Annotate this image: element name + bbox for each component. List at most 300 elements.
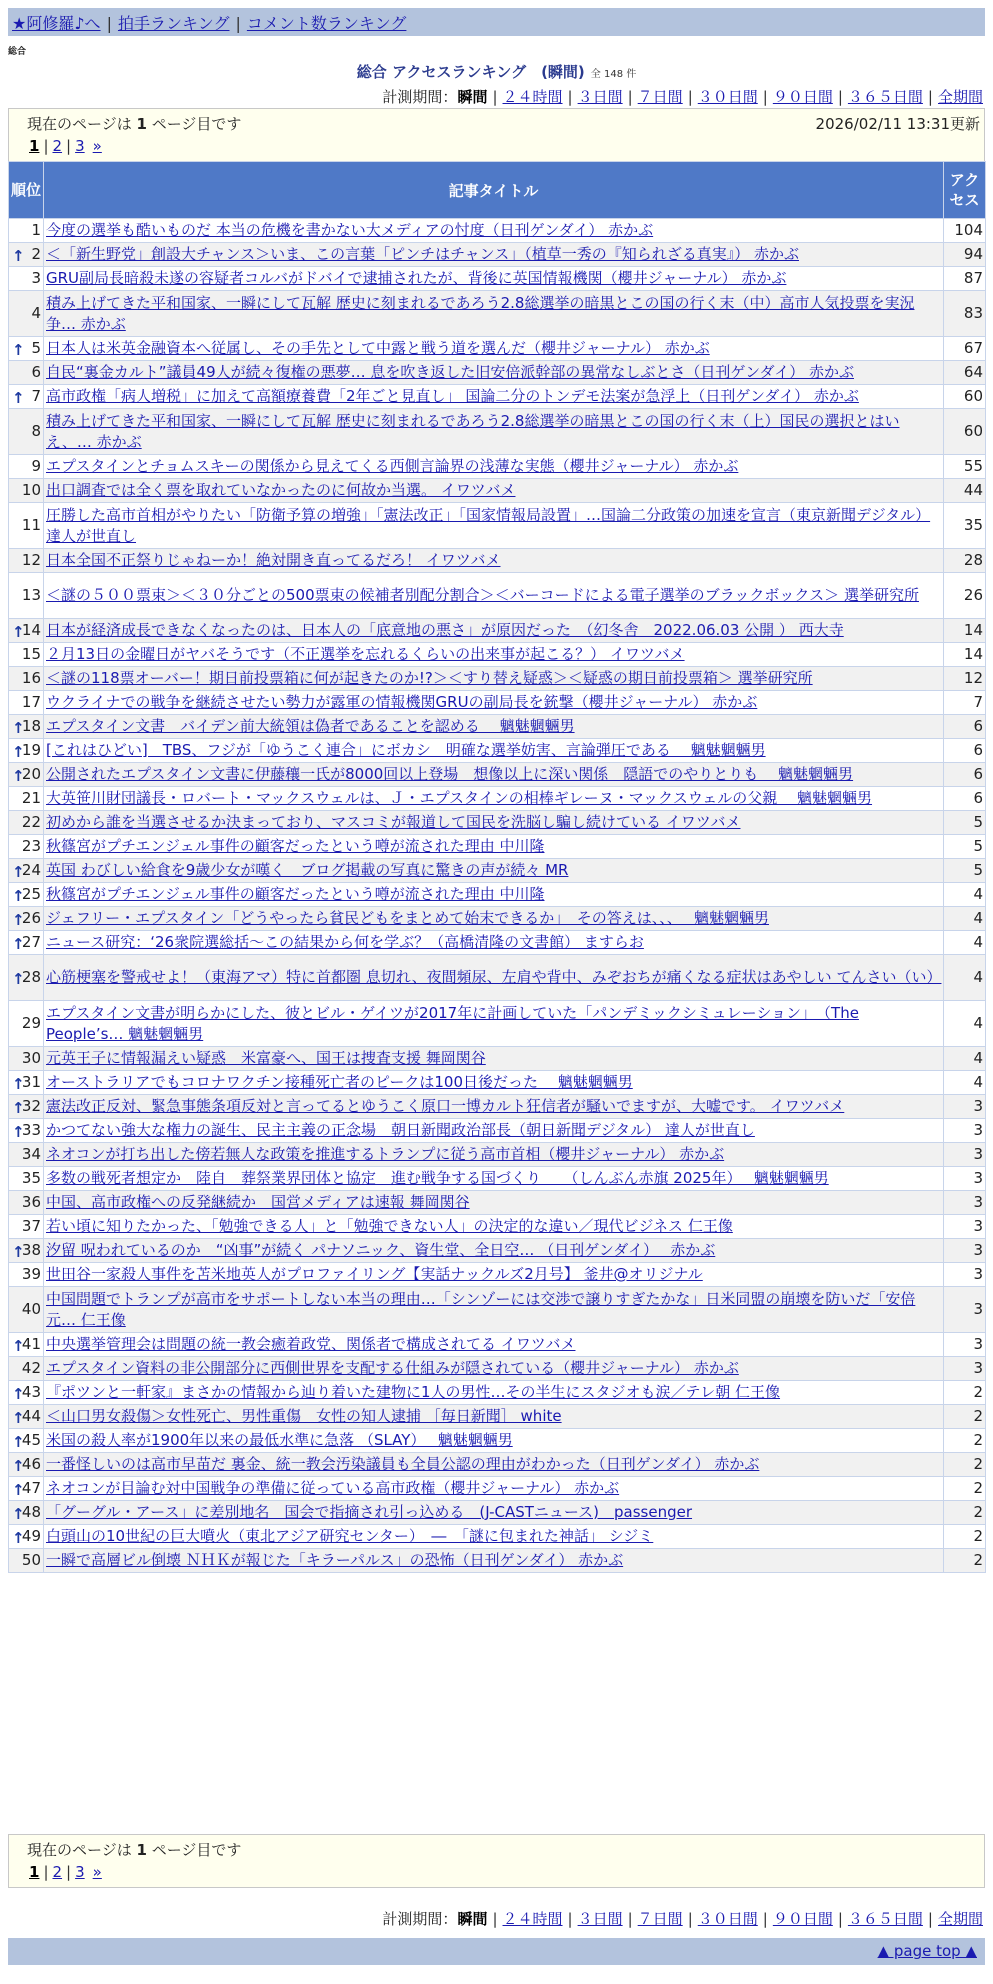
page-3-link[interactable]: 3	[75, 1863, 85, 1881]
article-title-link[interactable]: 圧勝した高市首相がやりたい「防衛予算の増強」「憲法改正」「国家情報局設置」…国論二分政策の加速を宣言（東京新聞デジタル） 達人が世直し	[46, 505, 931, 545]
period-all-link[interactable]: 全期間	[937, 1910, 983, 1928]
title-cell	[44, 1405, 944, 1429]
article-title-link[interactable]: 中国問題でトランプが高市をサポートしない本当の理由…「シンゾーには交渉で譲りすぎたかな」日米同盟の崩壊を防いだ「安倍元… 仁王像	[46, 1289, 916, 1329]
table-row	[9, 361, 986, 385]
rank-number: 25	[21, 885, 41, 903]
title-cell	[44, 1525, 944, 1549]
title-cell	[44, 267, 944, 291]
rank-up-arrow-icon: ↑	[12, 742, 25, 761]
rank-number: 37	[21, 1217, 41, 1235]
article-title-link[interactable]: 一瞬で高層ビル倒壊 ＮＨＫが報じた「キラーパルス」の恐怖（日刊ゲンダイ） 赤かぶ	[46, 1551, 624, 1569]
access-count: 3	[944, 1357, 986, 1381]
rank-cell	[9, 667, 44, 691]
article-title-link[interactable]: 今度の選挙も酷いものだ 本当の危機を書かない大メディアの忖度（日刊ゲンダイ） 赤かぶ	[46, 221, 654, 239]
nav-separator: |	[235, 14, 241, 33]
access-count: 2	[944, 1549, 986, 1573]
access-count: 7	[944, 691, 986, 715]
rank-cell	[9, 739, 44, 763]
access-count: 3	[944, 1333, 986, 1357]
article-title-link[interactable]: ジェフリー・エプスタイン「どうやったら貧民どもをまとめて始末できるか」 その答えは、、、 魑魅魍魎男	[46, 909, 769, 927]
table-row	[9, 1357, 986, 1381]
table-row	[9, 619, 986, 643]
rank-number: 50	[21, 1551, 41, 1569]
rank-number: 31	[21, 1073, 41, 1091]
rank-number: 34	[21, 1145, 41, 1163]
article-title-link[interactable]: 「グーグル・アース」に差別地名 国会で指摘され引っ込める (J-CASTニュース) passenger	[46, 1503, 693, 1521]
access-count: 4	[944, 883, 986, 907]
access-count: 83	[944, 291, 986, 337]
table-row	[9, 573, 986, 619]
article-title-link[interactable]: 白頭山の10世紀の巨大噴火（東北アジア研究センター） ― 「謎に包まれた神話」 シジミ	[46, 1527, 654, 1545]
rank-number: 9	[31, 457, 41, 475]
rank-number: 3	[31, 269, 41, 287]
rank-number: 18	[21, 717, 41, 735]
title-cell	[44, 1143, 944, 1167]
title-cell	[44, 1167, 944, 1191]
article-title-link[interactable]: 世田谷一家殺人事件を苫米地英人がプロファイリング【実話ナックルズ2月号】 釜井@オリジナル	[46, 1265, 703, 1283]
table-row	[9, 1429, 986, 1453]
table-row	[9, 1287, 986, 1333]
access-count: 2	[944, 1381, 986, 1405]
article-title-link[interactable]: 高市政権「病人増税」に加えて高額療養費「2年ごと見直し」 国論二分のトンデモ法案が急浮上（日刊ゲンダイ） 赤かぶ	[46, 387, 859, 405]
article-title-link[interactable]: 『ポツンと一軒家』まさかの情報から辿り着いた建物に1人の男性…その半生にスタジオも涙／テレ朝 仁王像	[46, 1383, 781, 1401]
rank-cell	[9, 337, 44, 361]
access-count: 5	[944, 835, 986, 859]
rank-cell	[9, 835, 44, 859]
table-row	[9, 1071, 986, 1095]
access-count: 64	[944, 361, 986, 385]
article-title-link[interactable]: ２月13日の金曜日がヤバそうです（不正選挙を忘れるくらいの出来事が起こる？） イワツバメ	[46, 645, 685, 663]
rank-number: 47	[21, 1479, 41, 1497]
rank-cell	[9, 1525, 44, 1549]
title-cell	[44, 1001, 944, 1047]
rank-cell	[9, 883, 44, 907]
table-row	[9, 955, 986, 1001]
rank-number: 6	[31, 363, 41, 381]
title-cell	[44, 739, 944, 763]
period-all-link[interactable]: 全期間	[937, 88, 983, 106]
article-title-link[interactable]: 自民“裏金カルト”議員49人が続々復権の悪夢… 息を吹き返した旧安倍派幹部の異常なしぶとさ（日刊ゲンダイ） 赤かぶ	[46, 363, 854, 381]
rank-up-arrow-icon: ↑	[12, 1432, 25, 1451]
article-title-link[interactable]: 秋篠宮がプチエンジェル事件の顧客だったという噂が流された理由 中川隆	[46, 837, 545, 855]
access-count: 3	[944, 1167, 986, 1191]
title-cell	[44, 787, 944, 811]
rank-cell	[9, 643, 44, 667]
pagination: 1 | 2 | 3 »	[29, 137, 102, 155]
title-cell	[44, 361, 944, 385]
article-title-link[interactable]: ＜謎の５００票束＞＜３０分ごとの500票束の候補者別配分割合＞＜バーコードによる電子選挙のブラックボックス＞ 選挙研究所	[46, 586, 919, 604]
period-90d-link[interactable]: ９０日間	[772, 88, 833, 106]
rank-number: 1	[31, 221, 41, 239]
access-count: 104	[944, 219, 986, 243]
access-count: 3	[944, 1143, 986, 1167]
access-count: 44	[944, 479, 986, 503]
article-title-link[interactable]: エプスタインとチョムスキーの関係から見えてくる西側言論界の浅薄な実態（櫻井ジャーナル） 赤かぶ	[46, 457, 739, 475]
title-cell	[44, 1333, 944, 1357]
rank-cell	[9, 787, 44, 811]
access-count: 3	[944, 1119, 986, 1143]
page-2-link[interactable]: 2	[52, 137, 63, 155]
rank-cell	[9, 243, 44, 267]
rank-number: 41	[21, 1335, 41, 1353]
rank-cell	[9, 1453, 44, 1477]
access-count: 4	[944, 955, 986, 1001]
title-cell	[44, 243, 944, 267]
rank-up-arrow-icon: ↑	[12, 622, 25, 641]
period-365d-link[interactable]: ３６５日間	[847, 1910, 923, 1928]
title-cell	[44, 549, 944, 573]
rank-cell	[9, 811, 44, 835]
rank-cell	[9, 619, 44, 643]
rank-up-arrow-icon: ↑	[12, 766, 25, 785]
table-row	[9, 1263, 986, 1287]
rank-cell	[9, 1143, 44, 1167]
rank-cell	[9, 907, 44, 931]
rank-number: 36	[21, 1193, 41, 1211]
access-count: 5	[944, 859, 986, 883]
title-cell	[44, 1549, 944, 1573]
article-title-link[interactable]: [これはひどい] TBS、フジが「ゆうこく連合」にボカシ 明確な選挙妨害、言論弾圧である 魑魅魍魎男	[46, 741, 766, 759]
rank-number: 46	[21, 1455, 41, 1473]
rank-cell	[9, 1167, 44, 1191]
table-row	[9, 503, 986, 549]
table-row	[9, 1501, 986, 1525]
article-title-link[interactable]: 汐留 呪われているのか “凶事”が続く パナソニック、資生堂、全日空… （日刊ゲンダイ） 赤かぶ	[46, 1241, 716, 1259]
article-title-link[interactable]: 日本人は米英金融資本へ従属し、その手先として中露と戦う道を選んだ（櫻井ジャーナル） 赤かぶ	[46, 339, 710, 357]
title-cell	[44, 1381, 944, 1405]
access-count: 4	[944, 1047, 986, 1071]
title-cell	[44, 1095, 944, 1119]
table-row	[9, 1453, 986, 1477]
article-title-link[interactable]: ウクライナでの戦争を継続させたい勢力が露軍の情報機関GRUの副局長を銃撃（櫻井ジャーナル） 赤かぶ	[46, 693, 758, 711]
rank-up-arrow-icon: ↑	[12, 934, 25, 953]
rank-number: 7	[31, 387, 41, 405]
table-row	[9, 691, 986, 715]
next-page-link[interactable]: »	[92, 137, 102, 155]
title-cell	[44, 1191, 944, 1215]
rank-cell	[9, 1287, 44, 1333]
article-title-link[interactable]: 日本が経済成長できなくなったのは、日本人の「底意地の悪さ」が原因だった （幻冬舎 2022.06.03 公開 ） 西大寺	[46, 621, 844, 639]
rank-cell	[9, 1477, 44, 1501]
rank-cell	[9, 409, 44, 455]
table-row	[9, 1143, 986, 1167]
table-row	[9, 907, 986, 931]
page-3-link[interactable]: 3	[75, 137, 85, 155]
article-title-link[interactable]: 若い頃に知りたかった、「勉強できる人」と「勉強できない人」の決定的な違い／現代ビジネス 仁王像	[46, 1217, 733, 1235]
table-row	[9, 931, 986, 955]
page-2-link[interactable]: 2	[52, 1863, 63, 1881]
title-cell	[44, 1477, 944, 1501]
access-count: 94	[944, 243, 986, 267]
rank-number: 28	[21, 968, 41, 986]
period-24h-link[interactable]: ２４時間	[502, 1910, 563, 1928]
period-label: 計測期間：	[382, 1910, 458, 1928]
access-header: アクセス	[944, 162, 986, 219]
ranking-body	[9, 219, 986, 1573]
rank-up-arrow-icon: ↑	[12, 718, 25, 737]
title-cell	[44, 931, 944, 955]
table-row	[9, 409, 986, 455]
article-title-link[interactable]: 初めから誰を当選させるか決まっており、マスコミが報道して国民を洗脳し騙し続けている イワツバメ	[46, 813, 741, 831]
rank-number: 11	[21, 516, 41, 534]
title-cell	[44, 573, 944, 619]
period-30d-link[interactable]: ３０日間	[697, 88, 758, 106]
rank-number: 44	[21, 1407, 41, 1425]
article-title-link[interactable]: ネオコンが打ち出した傍若無人な政策を推進するトランプに従う高市首相（櫻井ジャーナル） 赤かぶ	[46, 1145, 725, 1163]
rank-number: 43	[21, 1383, 41, 1401]
page-info-top	[8, 108, 985, 162]
table-row	[9, 763, 986, 787]
table-row	[9, 1047, 986, 1071]
article-title-link[interactable]: ＜「新生野党」創設大チャンス＞いま、この言葉「ピンチはチャンス」（植草一秀の『知られざる真実』） 赤かぶ	[46, 245, 799, 263]
page-top-link[interactable]: ▲ page top ▲	[877, 1942, 977, 1960]
article-title-link[interactable]: エプスタイン文書 バイデン前大統領は偽者であることを認める 魑魅魍魎男	[46, 717, 575, 735]
article-title-link[interactable]: 大英笹川財団議長・ロバート・マックスウェルは、Ｊ・エプスタインの相棒ギレーヌ・マックスウェルの父親 魑魅魍魎男	[46, 789, 873, 807]
rank-number: 10	[21, 481, 41, 499]
access-count: 3	[944, 1263, 986, 1287]
applause-ranking-link[interactable]: 拍手ランキング	[117, 14, 230, 33]
access-count: 2	[944, 1429, 986, 1453]
rank-number: 21	[21, 789, 41, 807]
article-title-link[interactable]: 出口調査では全く票を取れていなかったのに何故か当選。 イワツバメ	[46, 481, 516, 499]
current-page-text: 現在のページは 1 ページ目です	[27, 115, 242, 133]
access-count: 6	[944, 739, 986, 763]
article-title-link[interactable]: 心筋梗塞を警戒せよ！（東海アマ）特に首都圏 息切れ、夜間頻尿、左肩や背中、みぞおちが痛くなる症状はあやしい てんさい（い）	[46, 968, 942, 986]
article-title-link[interactable]: 米国の殺人率が1900年以来の最低水準に急落 （SLAY） 魑魅魍魎男	[46, 1431, 513, 1449]
table-row	[9, 385, 986, 409]
table-row	[9, 1239, 986, 1263]
article-title-link[interactable]: 多数の戦死者想定か 陸自 葬祭業界団体と協定 進む戦争する国づくり （しんぶん赤旗 2025年） 魑魅魍魎男	[46, 1169, 829, 1187]
table-row	[9, 1549, 986, 1573]
title-cell	[44, 385, 944, 409]
table-row	[9, 835, 986, 859]
title-cell	[44, 455, 944, 479]
rank-number: 48	[21, 1503, 41, 1521]
rank-cell	[9, 267, 44, 291]
rank-number: 29	[21, 1014, 41, 1032]
title-cell	[44, 219, 944, 243]
page-1-current: 1	[29, 137, 40, 155]
table-row	[9, 643, 986, 667]
title-cell	[44, 811, 944, 835]
article-title-link[interactable]: 中国、高市政権への反発継続か 国営メディアは速報 舞岡関谷	[46, 1193, 470, 1211]
rank-cell	[9, 291, 44, 337]
rank-number: 49	[21, 1527, 41, 1545]
rank-up-arrow-icon: ↑	[12, 886, 25, 905]
table-row	[9, 883, 986, 907]
rank-up-arrow-icon: ↑	[12, 1336, 25, 1355]
period-30d-link[interactable]: ３０日間	[697, 1910, 758, 1928]
footer-bar	[8, 1938, 985, 1965]
rank-number: 14	[21, 621, 41, 639]
table-row	[9, 219, 986, 243]
title-cell	[44, 859, 944, 883]
article-title-link[interactable]: エプスタイン資料の非公開部分に西側世界を支配する仕組みが隠されている（櫻井ジャーナル） 赤かぶ	[46, 1359, 739, 1377]
period-365d-link[interactable]: ３６５日間	[847, 88, 923, 106]
article-title-link[interactable]: 積み上げてきた平和国家、一瞬にして瓦解 歴史に刻まれるであろう2.8総選挙の暗黒とこの国の行く末（上）国民の選択とはいえ、… 赤かぶ	[46, 411, 900, 451]
title-cell	[44, 337, 944, 361]
article-title-link[interactable]: GRU副局長暗殺未遂の容疑者コルバがドバイで逮捕されたが、背後に英国情報機関（櫻井ジャーナル） 赤かぶ	[46, 269, 787, 287]
title-cell	[44, 907, 944, 931]
title-cell	[44, 291, 944, 337]
rank-number: 2	[31, 245, 41, 263]
article-title-link[interactable]: ＜山口男女殺傷＞女性死亡、男性重傷 女性の知人逮捕 ［毎日新聞］ white	[46, 1407, 562, 1425]
period-24h-link[interactable]: ２４時間	[502, 88, 563, 106]
rank-number: 38	[21, 1241, 41, 1259]
access-count: 60	[944, 409, 986, 455]
title-cell	[44, 1501, 944, 1525]
title-cell	[44, 643, 944, 667]
rank-cell	[9, 1071, 44, 1095]
title-cell	[44, 955, 944, 1001]
article-title-link[interactable]: ネオコンが目論む対中国戦争の準備に従っている高市政権（櫻井ジャーナル） 赤かぶ	[46, 1479, 620, 1497]
rank-cell	[9, 549, 44, 573]
rank-cell	[9, 1001, 44, 1047]
table-row	[9, 1333, 986, 1357]
title-cell	[44, 1239, 944, 1263]
access-count: 28	[944, 549, 986, 573]
access-count: 2	[944, 1405, 986, 1429]
rank-up-arrow-icon: ↑	[12, 1122, 25, 1141]
article-title-link[interactable]: 一番怪しいのは高市早苗だ 裏金、統一教会汚染議員も全員公認の理由がわかった（日刊ゲンダイ） 赤かぶ	[46, 1455, 760, 1473]
article-title-link[interactable]: 元英王子に情報漏えい疑惑 米富豪へ、国王は捜査支援 舞岡関谷	[46, 1049, 486, 1067]
rank-number: 5	[31, 339, 41, 357]
total-count: 全 148 件	[590, 69, 637, 80]
rank-up-arrow-icon: ↑	[12, 969, 25, 988]
table-row	[9, 859, 986, 883]
title-cell	[44, 479, 944, 503]
access-count: 2	[944, 1453, 986, 1477]
access-count: 4	[944, 907, 986, 931]
title-cell	[44, 1215, 944, 1239]
rank-number: 17	[21, 693, 41, 711]
article-title-link[interactable]: オーストラリアでもコロナワクチン接種死亡者のピークは100日後だった 魑魅魍魎男	[46, 1073, 633, 1091]
rank-cell	[9, 1357, 44, 1381]
rank-number: 13	[21, 586, 41, 604]
title-cell	[44, 1119, 944, 1143]
rank-number: 8	[31, 422, 41, 440]
title-header: 記事タイトル	[44, 162, 944, 219]
rank-up-arrow-icon: ↑	[12, 1456, 25, 1475]
top-nav-bar	[8, 8, 985, 36]
table-row	[9, 1001, 986, 1047]
table-row	[9, 739, 986, 763]
access-count: 3	[944, 1191, 986, 1215]
access-count: 60	[944, 385, 986, 409]
table-row	[9, 1405, 986, 1429]
title-cell	[44, 1453, 944, 1477]
title-cell	[44, 1047, 944, 1071]
period-current: 瞬間	[457, 88, 488, 106]
rank-number: 19	[21, 741, 41, 759]
access-count: 26	[944, 573, 986, 619]
rank-number: 27	[21, 933, 41, 951]
access-count: 4	[944, 1071, 986, 1095]
access-count: 14	[944, 619, 986, 643]
access-count: 2	[944, 1501, 986, 1525]
rank-number: 45	[21, 1431, 41, 1449]
rank-cell	[9, 479, 44, 503]
rank-cell	[9, 1549, 44, 1573]
rank-up-arrow-icon: ↑	[12, 1098, 25, 1117]
article-title-link[interactable]: 中央選挙管理会は問題の統一教会癒着政党、関係者で構成されてる イワツバメ	[46, 1335, 576, 1353]
rank-up-arrow-icon: ↑	[12, 1480, 25, 1499]
access-count: 2	[944, 1477, 986, 1501]
table-row	[9, 811, 986, 835]
rank-cell	[9, 1381, 44, 1405]
article-title-link[interactable]: ニュース研究：‘26衆院選総括～この結果から何を学ぶ？（高橋清隆の文書館） ますらお	[46, 933, 644, 951]
access-count: 2	[944, 1525, 986, 1549]
rank-number: 42	[21, 1359, 41, 1377]
title-cell	[44, 409, 944, 455]
article-title-link[interactable]: 日本全国不正祭りじゃねーか！絶対開き直ってるだろ！ イワツバメ	[46, 551, 501, 569]
page-info-bottom	[8, 1834, 985, 1888]
access-count: 6	[944, 715, 986, 739]
rank-cell	[9, 859, 44, 883]
rank-number: 23	[21, 837, 41, 855]
rank-number: 26	[21, 909, 41, 927]
rank-cell	[9, 503, 44, 549]
rank-cell	[9, 1333, 44, 1357]
access-count: 87	[944, 267, 986, 291]
period-selector-top: 計測期間：瞬間 | ２４時間 | ３日間 | ７日間 | ３０日間 | ９０日間 | ３６５日間 | 全期間	[382, 88, 983, 106]
period-7d-link[interactable]: ７日間	[637, 88, 683, 106]
article-title-link[interactable]: 英国 わびしい給食を9歳少女が嘆く ブログ掲載の写真に驚きの声が続々 MR	[46, 861, 569, 879]
page-title: 総合 アクセスランキング (瞬間)	[356, 63, 585, 81]
table-row	[9, 787, 986, 811]
table-row	[9, 667, 986, 691]
rank-up-arrow-icon: ↑	[12, 340, 25, 359]
table-row	[9, 479, 986, 503]
period-7d-link[interactable]: ７日間	[637, 1910, 683, 1928]
rank-cell	[9, 1119, 44, 1143]
article-title-link[interactable]: 秋篠宮がプチエンジェル事件の顧客だったという噂が流された理由 中川隆	[46, 885, 545, 903]
nav-separator: |	[106, 14, 112, 33]
period-90d-link[interactable]: ９０日間	[772, 1910, 833, 1928]
access-count: 67	[944, 337, 986, 361]
comment-ranking-link[interactable]: コメント数ランキング	[246, 14, 407, 33]
article-title-link[interactable]: 積み上げてきた平和国家、一瞬にして瓦解 歴史に刻まれるであろう2.8総選挙の暗黒とこの国の行く末（中）高市人気投票を実況争… 赤かぶ	[46, 293, 915, 333]
rank-up-arrow-icon: ↑	[12, 1384, 25, 1403]
rank-number: 24	[21, 861, 41, 879]
article-title-link[interactable]: 憲法改正反対、緊急事態条項反対と言ってるとゆうこく原口一博カルト狂信者が騒いでますが、大嘘です。 イワツバメ	[46, 1097, 845, 1115]
article-title-link[interactable]: 公開されたエプスタイン文書に伊藤穰一氏が8000回以上登場 想像以上に深い関係 隠語でのやりとりも 魑魅魍魎男	[46, 765, 854, 783]
access-count: 4	[944, 931, 986, 955]
rank-up-arrow-icon: ↑	[12, 1528, 25, 1547]
current-page-text: 現在のページは 1 ページ目です	[27, 1841, 242, 1859]
rank-number: 33	[21, 1121, 41, 1139]
article-title-link[interactable]: かつてない強大な権力の誕生、民主主義の正念場 朝日新聞政治部長（朝日新聞デジタル） 達人が世直し	[46, 1121, 755, 1139]
rank-cell	[9, 1047, 44, 1071]
rank-up-arrow-icon: ↑	[12, 910, 25, 929]
rank-cell	[9, 219, 44, 243]
article-title-link[interactable]: ＜謎の118票オーバー！期日前投票箱に何が起きたのか!?＞＜すり替え疑惑＞＜疑惑の期日前投票箱＞ 選挙研究所	[46, 669, 813, 687]
period-3d-link[interactable]: ３日間	[577, 1910, 623, 1928]
title-cell	[44, 763, 944, 787]
rank-number: 15	[21, 645, 41, 663]
rank-cell	[9, 931, 44, 955]
title-cell	[44, 503, 944, 549]
article-title-link[interactable]: エプスタイン文書が明らかにした、彼とビル・ゲイツが2017年に計画していた「パンデミックシミュレーション」 （The People’s… 魑魅魍魎男	[46, 1003, 859, 1043]
asyura-home-link[interactable]: ★阿修羅♪へ	[12, 14, 101, 33]
next-page-link[interactable]: »	[92, 1863, 102, 1881]
table-row	[9, 1477, 986, 1501]
period-3d-link[interactable]: ３日間	[577, 88, 623, 106]
rank-up-arrow-icon: ↑	[12, 388, 25, 407]
rank-cell	[9, 361, 44, 385]
rank-cell	[9, 691, 44, 715]
table-row	[9, 243, 986, 267]
